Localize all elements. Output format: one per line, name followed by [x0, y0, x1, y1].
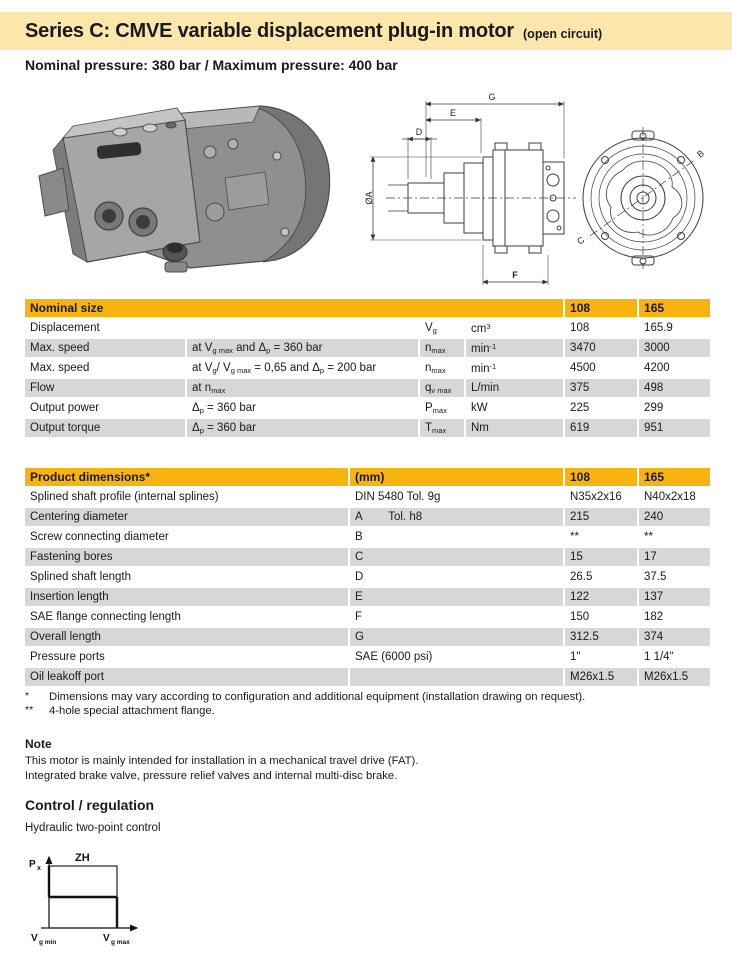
row-label: Pressure ports	[25, 648, 348, 668]
value-165: 17	[637, 548, 710, 568]
table-row	[25, 668, 710, 688]
table-row	[25, 399, 710, 419]
row-symbol: $T_{max}$	[418, 419, 464, 439]
row-label: Splined shaft profile (internal splines)	[25, 488, 348, 508]
row-spec	[348, 668, 563, 688]
size-col-108: 108	[563, 468, 637, 488]
table-row	[25, 508, 710, 528]
value-108: 225	[563, 399, 637, 419]
row-label: Fastening bores	[25, 548, 348, 568]
value-165: N40x2x18	[637, 488, 710, 508]
row-unit: $\min^{-1}$	[464, 359, 563, 379]
row-label: Flow	[25, 379, 185, 399]
table-row	[25, 339, 710, 359]
two-point-control-graph	[25, 850, 185, 950]
row-spec: C	[348, 548, 563, 568]
footnote-symbol: *	[25, 690, 30, 702]
table-row	[25, 568, 710, 588]
row-unit: $\min^{-1}$	[464, 339, 563, 359]
graph-title: ZH	[75, 852, 90, 864]
size-col-108: 108	[563, 299, 637, 319]
graph-xmin-label-sub: g min	[39, 939, 57, 946]
footnote-text: 4-hole special attachment flange.	[49, 705, 215, 718]
table-header-row	[25, 468, 710, 488]
value-108: 312.5	[563, 628, 637, 648]
value-108: 3470	[563, 339, 637, 359]
row-condition: $\Delta_p = 360$ bar	[185, 419, 418, 439]
footnote-text: Dimensions may vary according to configuration and additional equipment (installation drawing on request).	[49, 691, 586, 703]
value-108: 1"	[563, 648, 637, 668]
dim-label-f: F	[512, 270, 518, 280]
value-108: **	[563, 528, 637, 548]
row-symbol: $q_{v max}$	[418, 379, 464, 399]
value-108: N35x2x16	[563, 488, 637, 508]
control-heading: Control / regulation	[25, 797, 155, 813]
row-spec: B	[348, 528, 563, 548]
value-165: 1 1/4"	[637, 648, 710, 668]
row-symbol: $P_{max}$	[418, 399, 464, 419]
value-165: 498	[637, 379, 710, 399]
dim-label-d: D	[415, 127, 423, 137]
graph-y-label: P	[29, 859, 36, 870]
value-165: 37.5	[637, 568, 710, 588]
row-label: Oil leakoff port	[25, 668, 348, 688]
control-regulation-section	[25, 797, 710, 834]
pressure-subtitle: Nominal pressure: 380 bar / Maximum pressure: 400 bar	[25, 57, 398, 73]
row-label: SAE flange connecting length	[25, 608, 348, 628]
value-108: 4500	[563, 359, 637, 379]
page-title: Series C: CMVE variable displacement plug-in motor	[25, 19, 515, 42]
value-165: 165.9	[637, 319, 710, 339]
note-line-2: Integrated brake valve, pressure relief valves and internal multi-disc brake.	[25, 769, 398, 782]
row-symbol: $n_{max}$	[418, 359, 464, 379]
row-spec: F	[348, 608, 563, 628]
value-108: M26x1.5	[563, 668, 637, 688]
value-165: 951	[637, 419, 710, 439]
footnote-symbol: **	[25, 704, 34, 717]
row-unit: L/min	[464, 379, 563, 399]
row-label: Output torque	[25, 419, 185, 439]
value-108: 26.5	[563, 568, 637, 588]
row-condition	[185, 319, 418, 339]
value-108: 122	[563, 588, 637, 608]
row-spec: A Tol. h8	[348, 508, 563, 528]
nominal-size-table	[25, 299, 710, 439]
value-165: 4200	[637, 359, 710, 379]
value-165: 3000	[637, 339, 710, 359]
graph-xmin-label: V	[31, 933, 38, 944]
row-spec: D	[348, 568, 563, 588]
table-row	[25, 379, 710, 399]
row-label: Insertion length	[25, 588, 348, 608]
row-label: Max. speed	[25, 359, 185, 379]
dimensions-title: Product dimensions*	[25, 468, 348, 488]
nominal-size-title: Nominal size	[25, 299, 563, 319]
value-108: 375	[563, 379, 637, 399]
graph-xmax-label-sub: g max	[111, 939, 130, 946]
value-165: **	[637, 528, 710, 548]
table-row	[25, 628, 710, 648]
series-banner	[0, 12, 732, 50]
dim-label-dia-a: ØA	[364, 191, 374, 205]
table-row	[25, 548, 710, 568]
row-condition: at $V_g/$ $V_{g max} = 0,65$ and $\Delta_p = 200$ bar	[185, 359, 418, 379]
value-165: 374	[637, 628, 710, 648]
table-row	[25, 648, 710, 668]
row-label: Output power	[25, 399, 185, 419]
row-spec: G	[348, 628, 563, 648]
value-108: 15	[563, 548, 637, 568]
row-condition: $\Delta_p = 360$ bar	[185, 399, 418, 419]
row-spec: DIN 5480 Tol. 9g	[348, 488, 563, 508]
unit-col-mm: (mm)	[348, 468, 563, 488]
size-col-165: 165	[637, 468, 710, 488]
row-symbol: $V_g$	[418, 319, 464, 339]
note-section	[25, 737, 710, 783]
table-row	[25, 528, 710, 548]
control-subtext: Hydraulic two-point control	[25, 822, 161, 834]
value-165: 137	[637, 588, 710, 608]
table-row	[25, 608, 710, 628]
page-title-suffix: (open circuit)	[523, 26, 603, 41]
footnote-line	[25, 690, 710, 704]
value-108: 108	[563, 319, 637, 339]
value-108: 619	[563, 419, 637, 439]
product-photo	[25, 92, 347, 288]
row-spec: E	[348, 588, 563, 608]
size-col-165: 165	[637, 299, 710, 319]
row-label: Displacement	[25, 319, 185, 339]
value-165: 182	[637, 608, 710, 628]
row-symbol: $n_{max}$	[418, 339, 464, 359]
row-condition: at $n_{max}$	[185, 379, 418, 399]
note-heading: Note	[25, 737, 52, 751]
table-header-row	[25, 299, 710, 319]
dim-label-c: C	[575, 234, 587, 247]
table-row	[25, 588, 710, 608]
row-unit: $cm^3$	[464, 319, 563, 339]
table-row	[25, 488, 710, 508]
row-condition: at $V_{g max}$ and $\Delta_p = 360$ bar	[185, 339, 418, 359]
graph-y-label-sub: x	[37, 865, 41, 872]
table-row	[25, 419, 710, 439]
row-spec: SAE (6000 psi)	[348, 648, 563, 668]
table-row	[25, 359, 710, 379]
footnote-line	[25, 704, 710, 718]
dim-label-g: G	[488, 92, 496, 102]
value-165: 299	[637, 399, 710, 419]
note-line-1: This motor is mainly intended for installation in a mechanical travel drive (FAT).	[25, 755, 419, 767]
row-label: Splined shaft length	[25, 568, 348, 588]
value-165: 240	[637, 508, 710, 528]
dim-label-b: B	[695, 147, 706, 160]
graph-xmax-label: V	[103, 933, 110, 944]
row-label: Overall length	[25, 628, 348, 648]
row-label: Centering diameter	[25, 508, 348, 528]
dim-label-e: E	[449, 108, 457, 118]
row-unit: Nm	[464, 419, 563, 439]
dimension-drawing	[358, 85, 730, 297]
product-dimensions-table	[25, 468, 710, 688]
row-unit: kW	[464, 399, 563, 419]
value-108: 150	[563, 608, 637, 628]
value-108: 215	[563, 508, 637, 528]
table-row	[25, 319, 710, 339]
row-label: Screw connecting diameter	[25, 528, 348, 548]
row-label: Max. speed	[25, 339, 185, 359]
value-165: M26x1.5	[637, 668, 710, 688]
footnotes	[25, 690, 710, 718]
